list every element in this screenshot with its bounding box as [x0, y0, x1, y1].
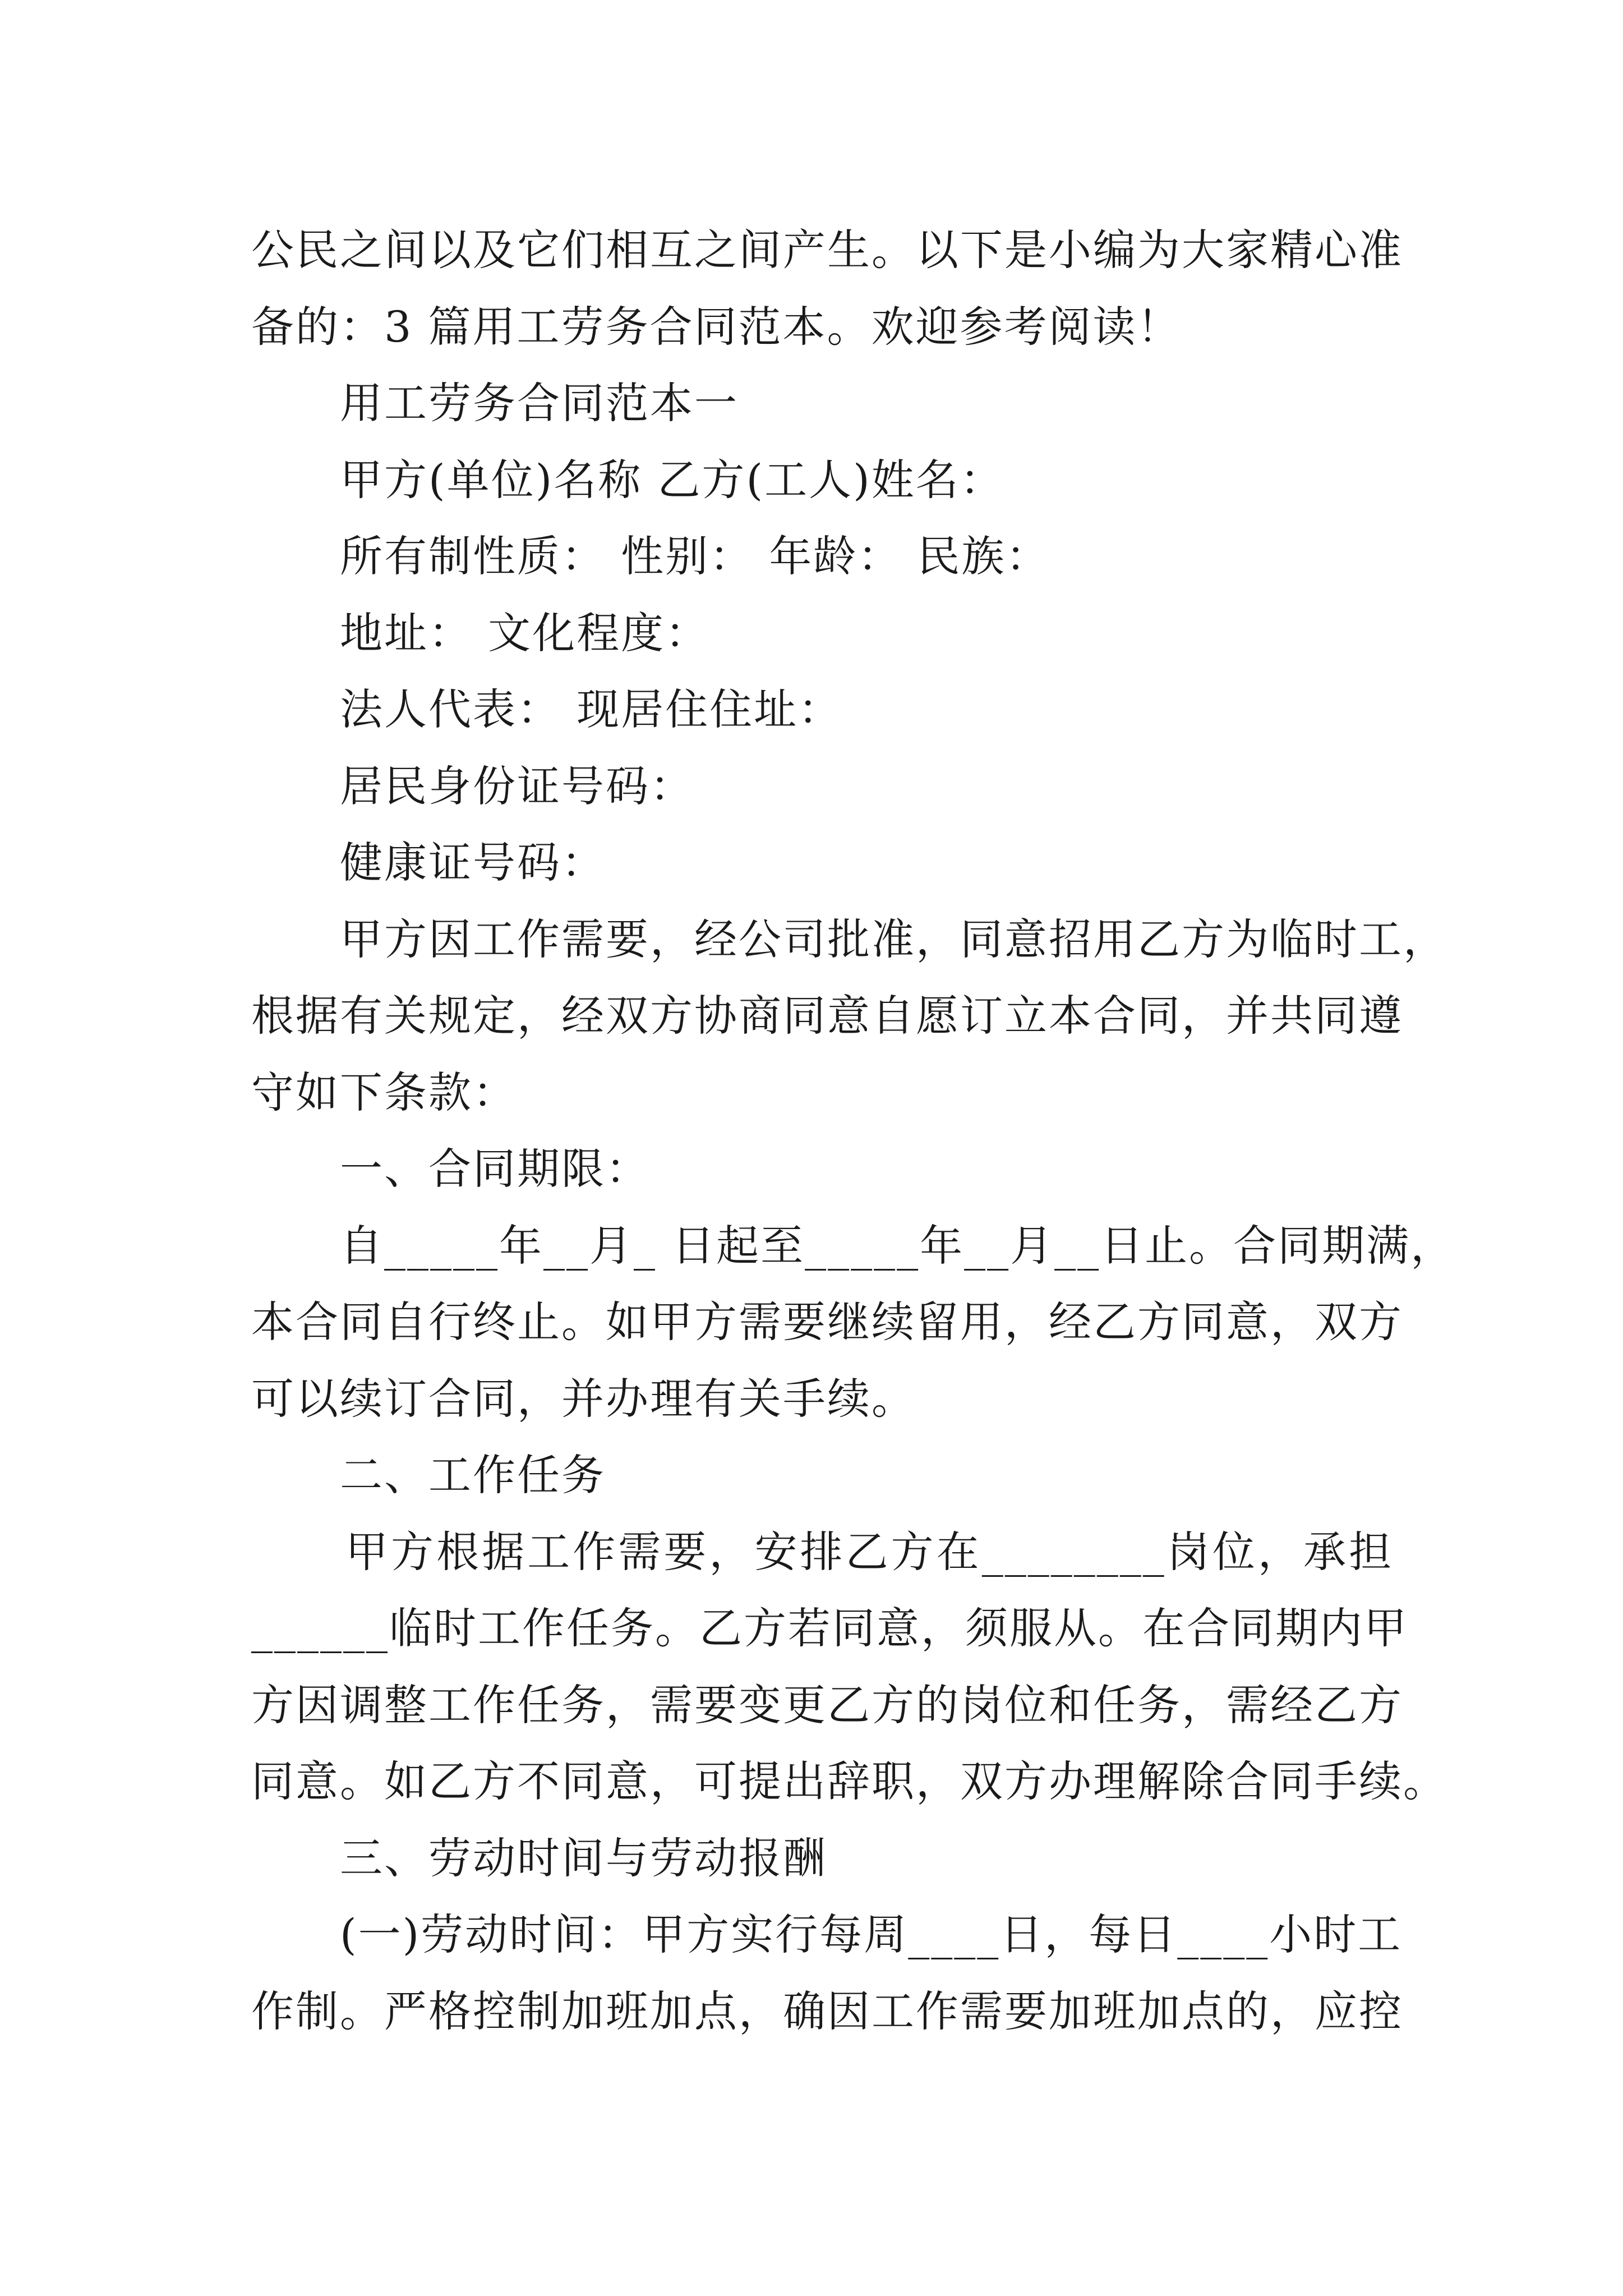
text-line: 法人代表： 现居住住址：	[340, 684, 843, 734]
text-line: 甲方因工作需要，经公司批准，同意招用乙方为临时工，	[340, 914, 1447, 964]
text-line: 自_____年__月_ 日起至_____年__月__日止。合同期满，	[340, 1220, 1455, 1271]
text-line: 健康证号码：	[340, 838, 606, 887]
text-line: 守如下条款：	[251, 1067, 517, 1117]
text-line: ______临时工作任务。乙方若同意，须服从。在合同期内甲	[251, 1603, 1408, 1653]
text-line: 甲方根据工作需要，安排乙方在________岗位，承担	[345, 1526, 1393, 1577]
document-body	[251, 212, 1455, 2050]
text-line: 甲方(单位)名称 乙方(工人)姓名：	[340, 454, 1004, 505]
text-line: 可以续订合同，并办理有关手续。	[251, 1373, 916, 1424]
section-heading: 二、工作任务	[340, 1450, 606, 1500]
text-line: 本合同自行终止。如甲方需要继续留用，经乙方同意，双方	[251, 1297, 1403, 1347]
text-line: 备的：3 篇用工劳务合同范本。欢迎参考阅读！	[251, 301, 1182, 352]
section-heading: 一、合同期限：	[340, 1144, 650, 1194]
section-title: 用工劳务合同范本一	[340, 378, 739, 428]
text-line: 方因调整工作任务，需要变更乙方的岗位和任务，需经乙方	[251, 1680, 1403, 1730]
text-line: 同意。如乙方不同意，可提出辞职，双方办理解除合同手续。	[251, 1756, 1447, 1806]
text-line: 地址： 文化程度：	[340, 608, 710, 658]
text-line: 公民之间以及它们相互之间产生。以下是小编为大家精心准	[251, 225, 1403, 275]
text-line: 作制。严格控制加班加点，确因工作需要加班加点的，应控	[251, 1986, 1403, 2036]
text-line: 根据有关规定，经双方协商同意自愿订立本合同，并共同遵	[251, 991, 1403, 1041]
section-heading: 三、劳动时间与劳动报酬	[340, 1833, 827, 1883]
text-line: 居民身份证号码：	[340, 761, 694, 811]
text-line: (一)劳动时间：甲方实行每周____日，每日____小时工	[340, 1910, 1403, 1959]
text-line: 所有制性质： 性别： 年龄： 民族：	[340, 531, 1050, 581]
